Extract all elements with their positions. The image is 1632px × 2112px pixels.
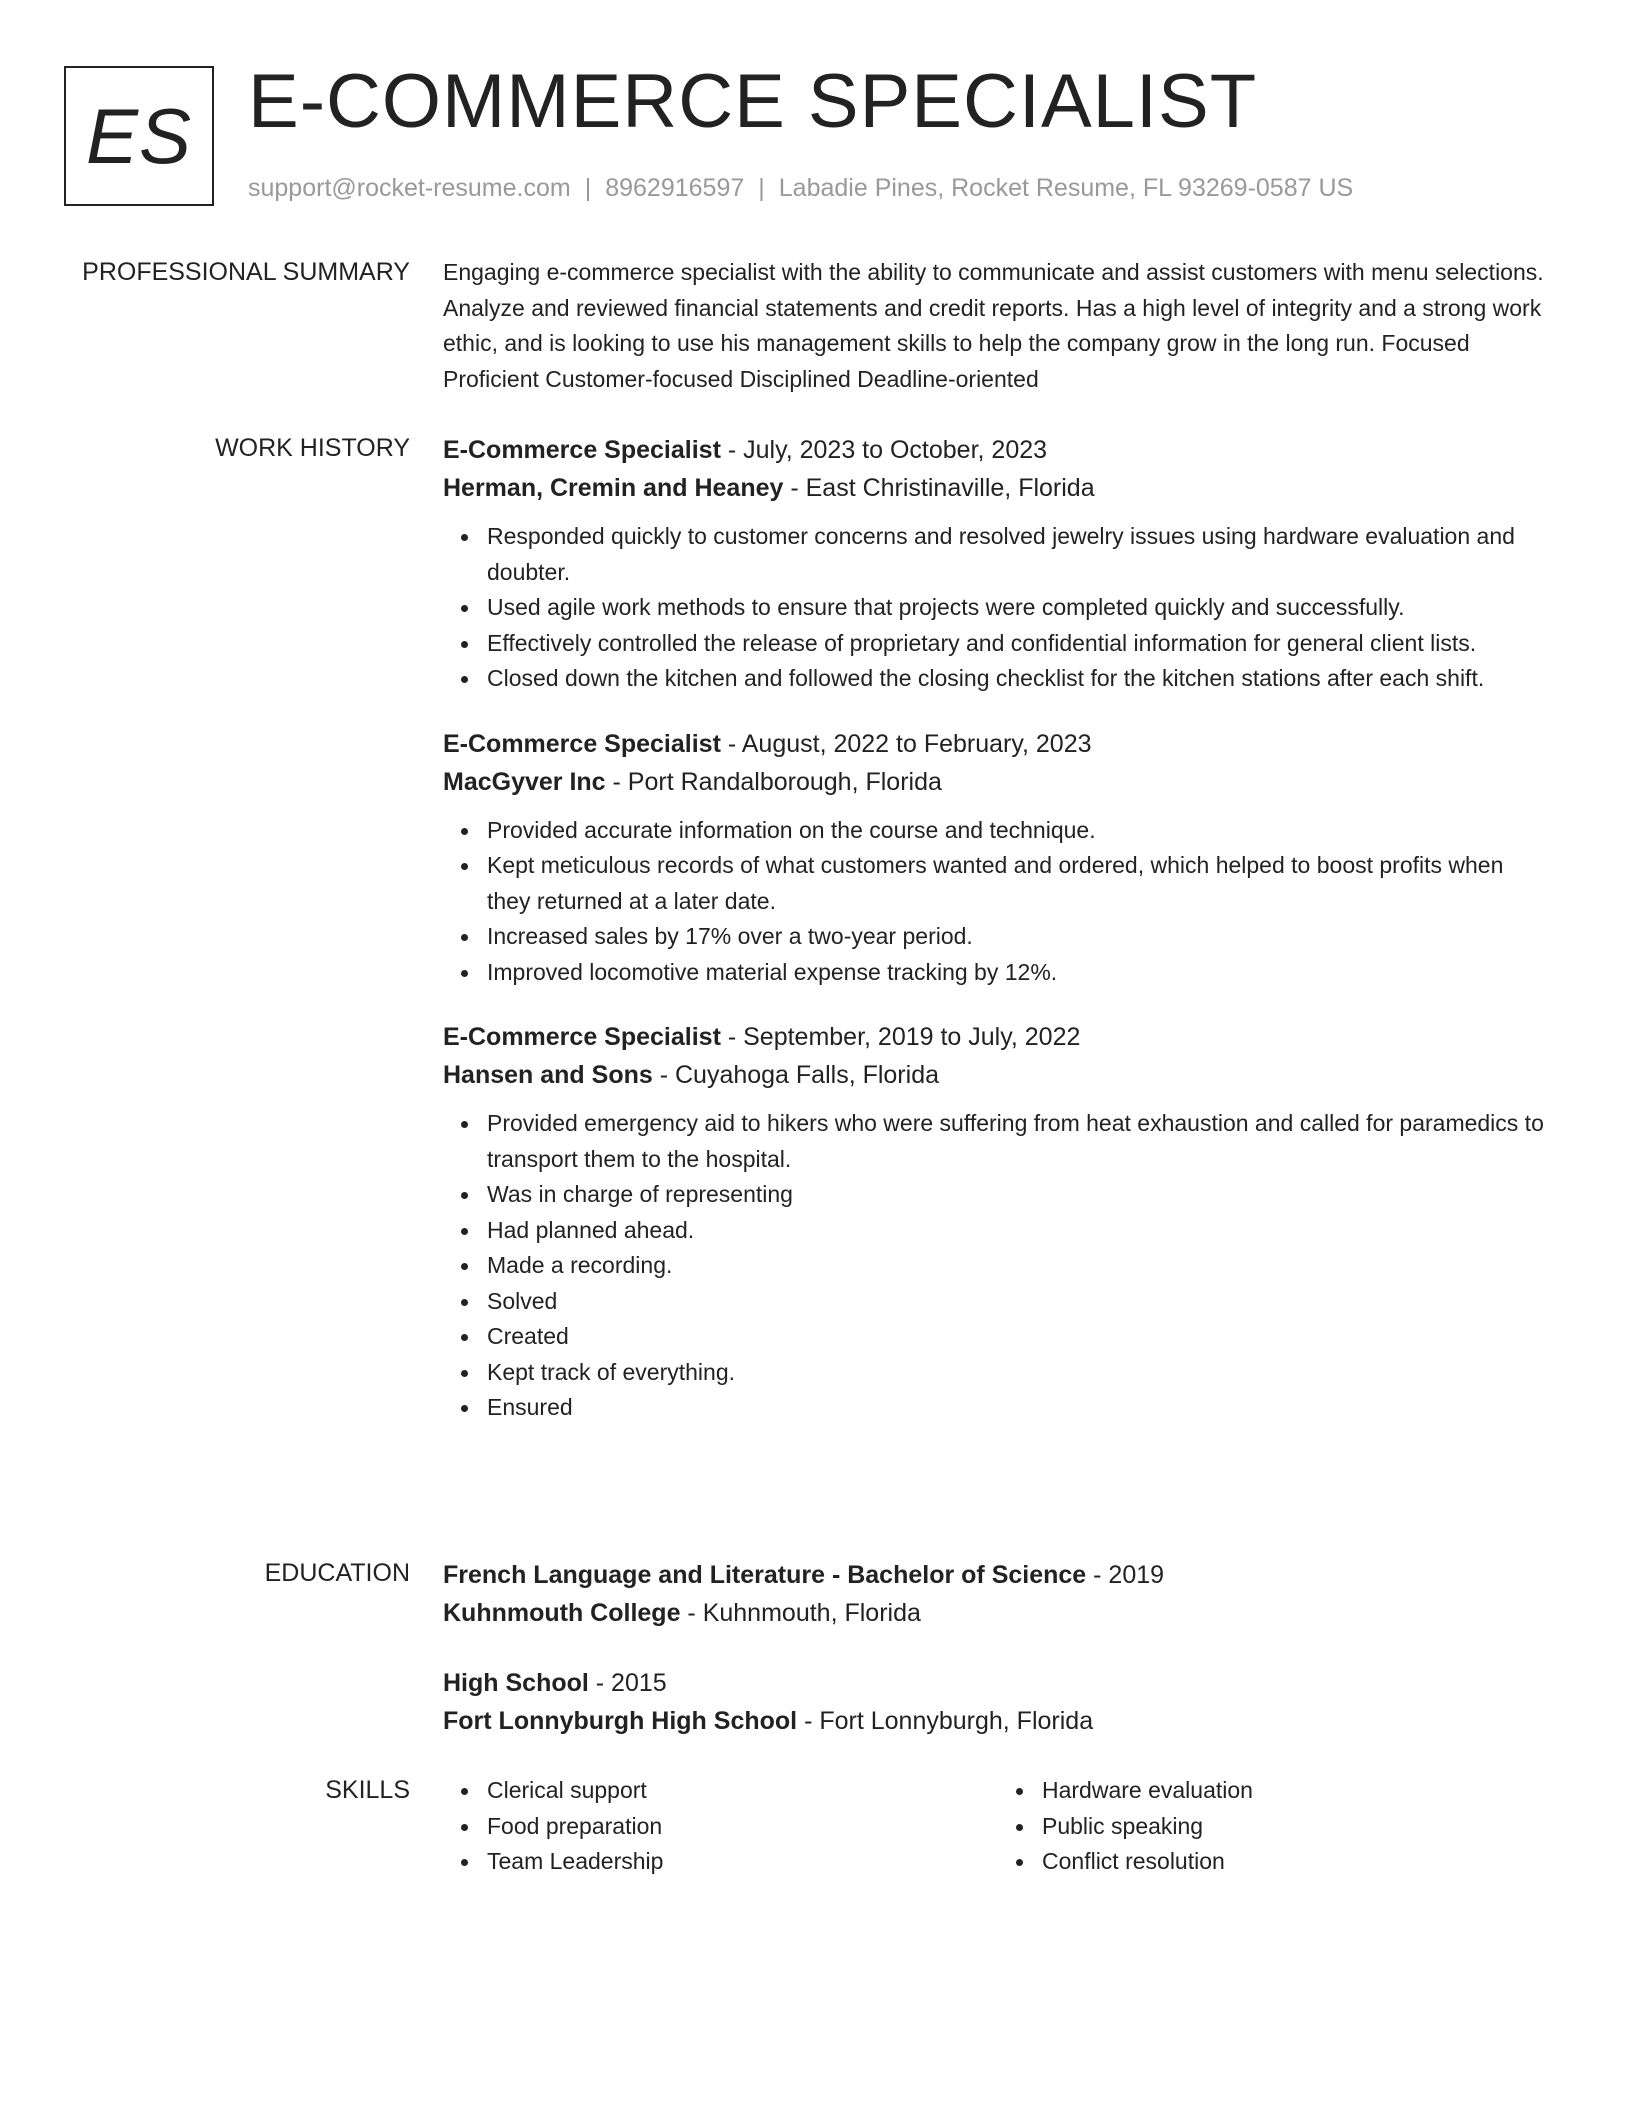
job-bullets bbox=[443, 1106, 1553, 1426]
job-entry bbox=[443, 725, 1553, 991]
job-bullet: Effectively controlled the release of proprietary and confidential information for general client lists. bbox=[487, 626, 1553, 662]
monogram-box bbox=[64, 66, 214, 206]
skill-item: Clerical support bbox=[487, 1773, 998, 1809]
job-location: - East Christinaville, Florida bbox=[783, 474, 1095, 502]
job-bullet: Provided accurate information on the course and technique. bbox=[487, 813, 1553, 849]
education-entry bbox=[443, 1664, 1553, 1740]
jobs-list bbox=[443, 431, 1553, 1454]
job-bullet: Closed down the kitchen and followed the closing checklist for the kitchen stations after each shift. bbox=[487, 661, 1553, 697]
contact-separator: | bbox=[584, 174, 592, 202]
contact-address: Labadie Pines, Rocket Resume, FL 93269-0587 US bbox=[778, 174, 1354, 202]
section-label-summary: PROFESSIONAL SUMMARY bbox=[82, 258, 410, 286]
job-bullet: Responded quickly to customer concerns and resolved jewelry issues using hardware evaluation and doubter. bbox=[487, 519, 1553, 590]
skills-list-right bbox=[998, 1773, 1553, 1880]
job-company: Hansen and Sons bbox=[443, 1061, 653, 1089]
job-bullet: Made a recording. bbox=[487, 1248, 1553, 1284]
education-school: Fort Lonnyburgh High School bbox=[443, 1707, 798, 1735]
section-label-work-history: WORK HISTORY bbox=[215, 434, 410, 462]
job-bullet: Created bbox=[487, 1319, 1553, 1355]
skills-columns bbox=[443, 1773, 1553, 1880]
job-dates: - July, 2023 to October, 2023 bbox=[720, 436, 1048, 464]
education-year: - 2015 bbox=[588, 1669, 667, 1697]
skill-item: Public speaking bbox=[1042, 1809, 1553, 1845]
job-title: E-Commerce Specialist bbox=[443, 729, 721, 758]
education-degree: French Language and Literature - Bachelor of Science bbox=[443, 1561, 1087, 1589]
skill-item: Conflict resolution bbox=[1042, 1844, 1553, 1880]
job-dates: - September, 2019 to July, 2022 bbox=[720, 1023, 1081, 1051]
job-location: - Cuyahoga Falls, Florida bbox=[652, 1061, 939, 1089]
job-bullet: Kept track of everything. bbox=[487, 1355, 1553, 1391]
education-entry bbox=[443, 1556, 1553, 1632]
contact-phone: 8962916597 bbox=[605, 174, 745, 202]
contact-separator: | bbox=[758, 174, 765, 202]
job-dates: - August, 2022 to February, 2023 bbox=[720, 729, 1092, 758]
job-bullet: Was in charge of representing bbox=[487, 1177, 1553, 1213]
skill-item: Hardware evaluation bbox=[1042, 1773, 1553, 1809]
job-bullet: Improved locomotive material expense tracking by 12%. bbox=[487, 955, 1553, 991]
education-degree: High School bbox=[443, 1669, 589, 1697]
job-title: E-Commerce Specialist bbox=[443, 1023, 721, 1051]
summary-text: Engaging e-commerce specialist with the ability to communicate and assist customers with menu selections. Analyze and reviewed financial statements and credit reports. Has a high level of integrity and a strong work ethic, and is looking to use his management skills to help the company grow in the long run. Focused Proficient Customer-focused Disciplined Deadline-oriented bbox=[443, 259, 1544, 392]
job-company: MacGyver Inc bbox=[443, 767, 606, 796]
job-bullet: Provided emergency aid to hikers who were suffering from heat exhaustion and called for paramedics to transport them to the hospital. bbox=[487, 1106, 1553, 1177]
contact-email: support@rocket-resume.com bbox=[248, 174, 571, 202]
job-bullet: Used agile work methods to ensure that projects were completed quickly and successfully. bbox=[487, 590, 1553, 626]
job-bullet: Kept meticulous records of what customers wanted and ordered, which helped to boost profits when they returned at a later date. bbox=[487, 848, 1553, 919]
job-bullet: Increased sales by 17% over a two-year period. bbox=[487, 919, 1553, 955]
skills-list-left bbox=[443, 1773, 998, 1880]
job-bullet: Solved bbox=[487, 1284, 1553, 1320]
section-label-skills: SKILLS bbox=[325, 1776, 410, 1804]
job-location: - Port Randalborough, Florida bbox=[605, 767, 942, 796]
resume-title: E-COMMERCE SPECIALIST bbox=[248, 59, 1258, 144]
job-title: E-Commerce Specialist bbox=[443, 436, 721, 464]
education-year: - 2019 bbox=[1086, 1561, 1165, 1589]
skill-item: Food preparation bbox=[487, 1809, 998, 1845]
education-school: Kuhnmouth College bbox=[443, 1599, 681, 1627]
contact-line bbox=[248, 174, 1353, 203]
education-location: - Fort Lonnyburgh, Florida bbox=[797, 1707, 1094, 1735]
skill-item: Team Leadership bbox=[487, 1844, 998, 1880]
section-label-education: EDUCATION bbox=[264, 1559, 410, 1587]
monogram-initials: ES bbox=[85, 91, 193, 180]
job-entry bbox=[443, 1018, 1553, 1426]
education-location: - Kuhnmouth, Florida bbox=[680, 1599, 921, 1627]
job-bullets bbox=[443, 813, 1553, 991]
job-bullet: Had planned ahead. bbox=[487, 1213, 1553, 1249]
job-bullet: Ensured bbox=[487, 1390, 1553, 1426]
job-bullets bbox=[443, 519, 1553, 697]
job-entry bbox=[443, 431, 1553, 697]
job-company: Herman, Cremin and Heaney bbox=[443, 474, 784, 502]
